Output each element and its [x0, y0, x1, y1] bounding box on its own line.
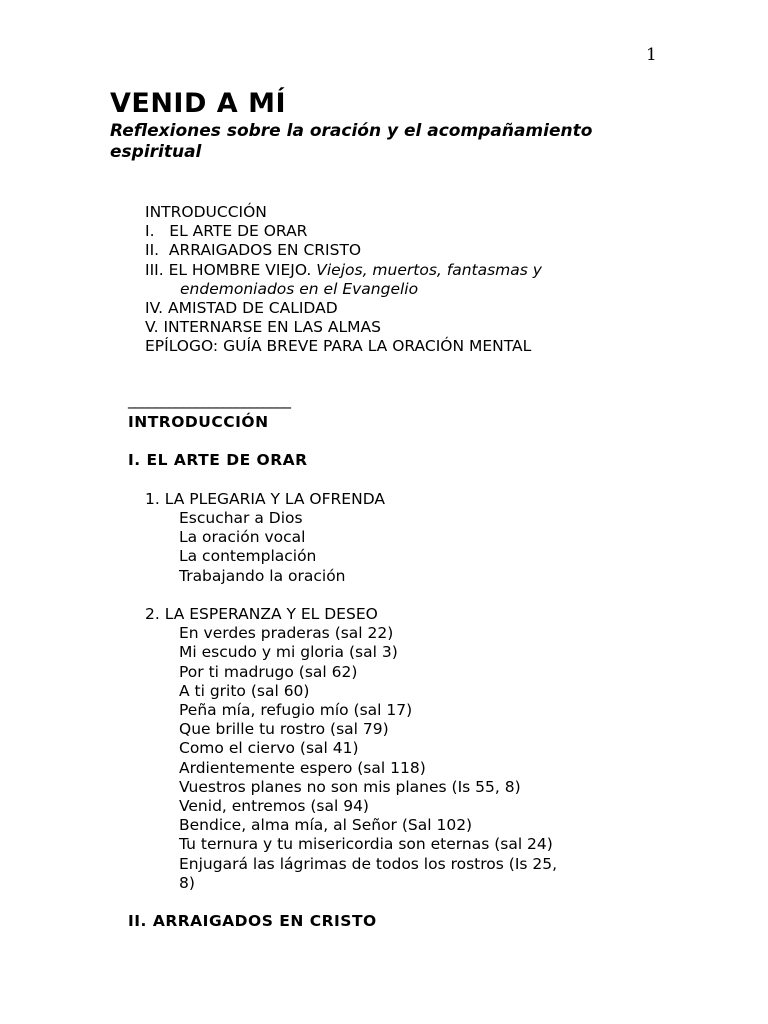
- table-of-contents: [145, 203, 625, 357]
- list-item: A ti grito (sal 60): [179, 681, 310, 700]
- list-item: Tu ternura y tu misericordia son eternas (sal 24): [179, 835, 553, 854]
- list-item: Como el ciervo (sal 41): [179, 739, 359, 758]
- document-subtitle: Reflexiones sobre la oración y el acompañamiento espiritual: [110, 121, 593, 162]
- toc-item-ii: II. ARRAIGADOS EN CRISTO: [145, 241, 362, 260]
- toc-item-i: I. EL ARTE DE ORAR: [145, 222, 308, 241]
- page-number: 1: [646, 45, 657, 65]
- list-item: Peña mía, refugio mío (sal 17): [179, 701, 413, 719]
- toc-item-iii-subtitle-cont: endemoniados en el Evangelio: [180, 279, 419, 298]
- chapter-1-items: [128, 509, 608, 586]
- list-item: Bendice, alma mía, al Señor (Sal 102): [179, 816, 473, 835]
- detailed-outline: [128, 413, 608, 931]
- toc-item-iii-subtitle: Viejos, muertos, fantasmas y: [316, 260, 542, 279]
- list-item: Trabajando la oración: [179, 566, 346, 585]
- separator-line: ________________________: [128, 391, 290, 409]
- list-item-text-cont: 8): [179, 873, 195, 892]
- toc-item-epilogo: EPÍLOGO: GUÍA BREVE PARA LA ORACIÓN MENTAL: [145, 337, 532, 356]
- list-item: Que brille tu rostro (sal 79): [179, 720, 389, 739]
- toc-item-iii: [145, 261, 625, 280]
- list-item: Venid, entremos (sal 94): [179, 797, 369, 816]
- list-item: Por ti madrugo (sal 62): [179, 662, 358, 681]
- list-item: La oración vocal: [179, 528, 306, 547]
- list-item: Escuchar a Dios: [179, 508, 303, 527]
- chapter-1-heading: 1. LA PLEGARIA Y LA OFRENDA: [145, 489, 385, 508]
- list-item: En verdes praderas (sal 22): [179, 624, 394, 643]
- chapter-2-heading: 2. LA ESPERANZA Y EL DESEO: [145, 604, 378, 623]
- list-item: Mi escudo y mi gloria (sal 3): [179, 643, 398, 662]
- heading-introduccion: INTRODUCCIÓN: [128, 413, 269, 431]
- list-item: La contemplación: [179, 547, 317, 566]
- toc-item-iii-label: III. EL HOMBRE VIEJO.: [145, 260, 312, 279]
- chapter-2-items: [128, 624, 608, 854]
- list-item-text: Enjugará las lágrimas de todos los rostros (Is 25,: [179, 854, 558, 873]
- toc-item-iv: IV. AMISTAD DE CALIDAD: [145, 299, 338, 318]
- document-title: VENID A MÍ: [110, 88, 287, 119]
- toc-item-introduccion: INTRODUCCIÓN: [145, 203, 267, 221]
- heading-part-2: II. ARRAIGADOS EN CRISTO: [128, 912, 377, 931]
- heading-part-1: I. EL ARTE DE ORAR: [128, 451, 308, 470]
- list-item: Vuestros planes no son mis planes (Is 55, 8): [179, 777, 521, 796]
- list-item: [128, 855, 608, 893]
- list-item: Ardientemente espero (sal 118): [179, 758, 426, 777]
- toc-item-v: V. INTERNARSE EN LAS ALMAS: [145, 318, 381, 337]
- toc-item-iii-continuation: [145, 280, 625, 299]
